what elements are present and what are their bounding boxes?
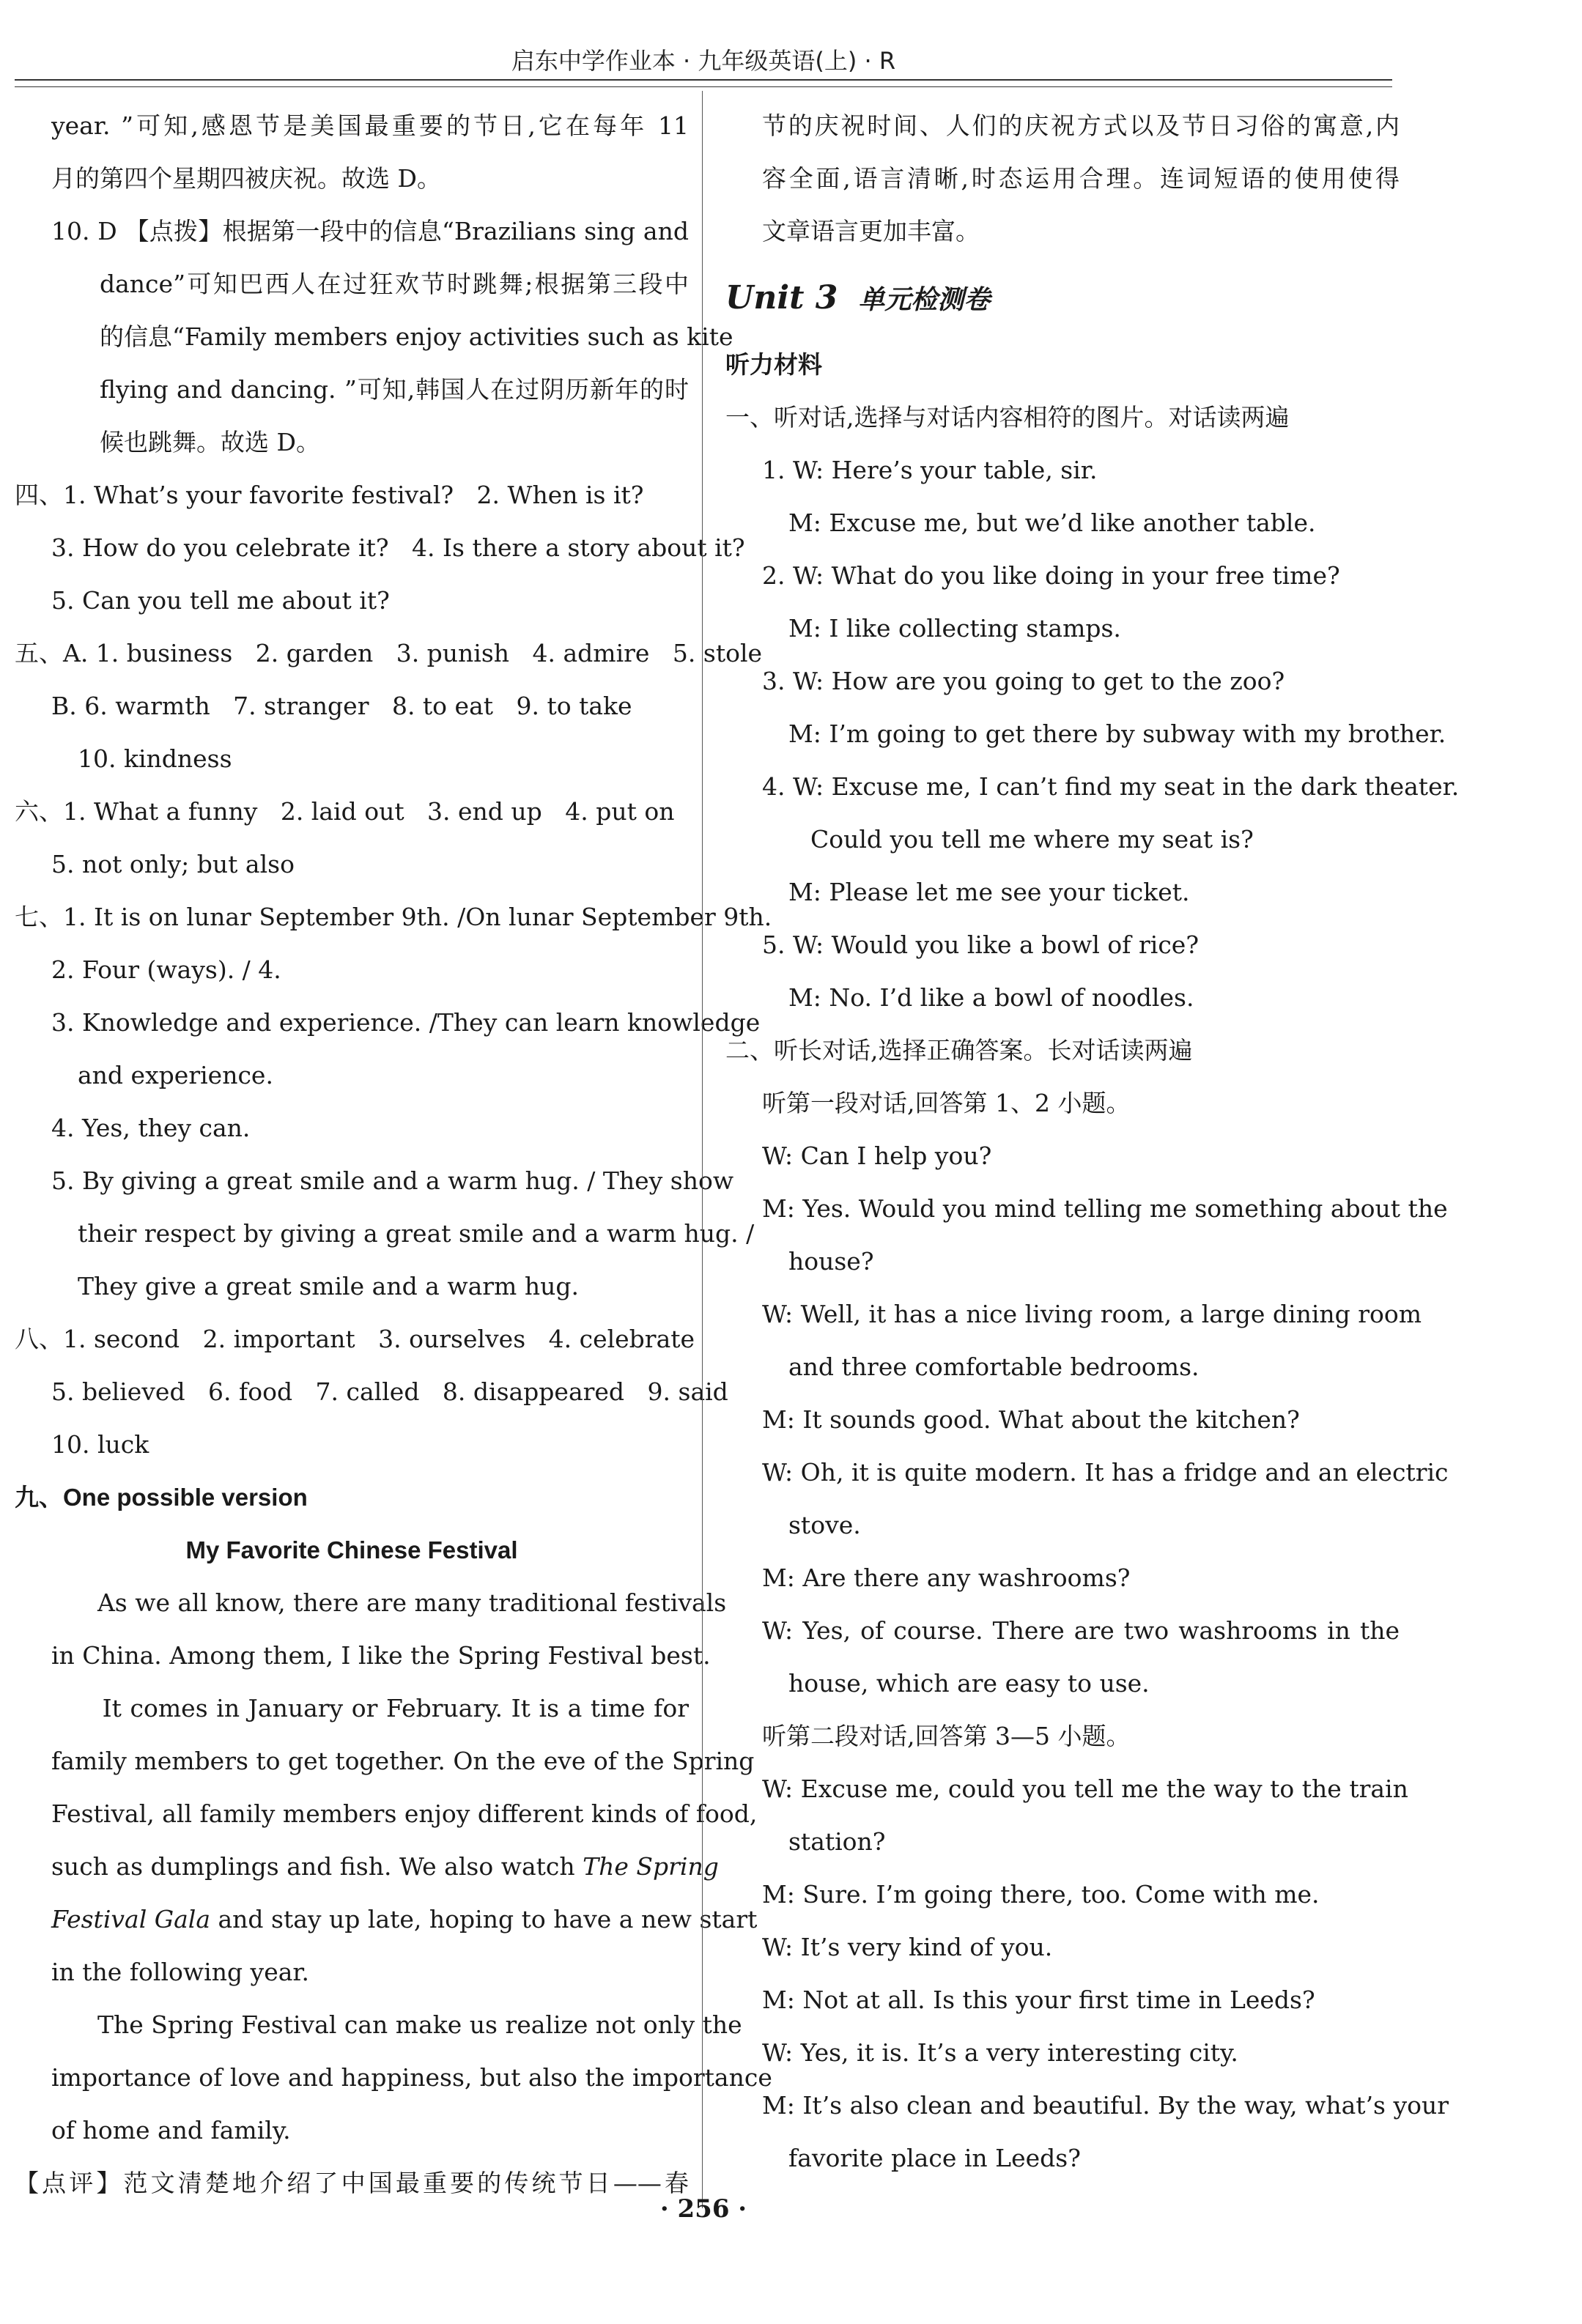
text-line: 二、听长对话,选择正确答案。长对话读两遍: [725, 1036, 1193, 1065]
text-line: year. ”可知,感恩节是美国最重要的节日,它在每年 11: [51, 111, 689, 140]
text-line: stove.: [788, 1511, 861, 1539]
text-line: 四、1. What’s your favorite festival? 2. When is it?: [15, 481, 644, 509]
header-rule: [15, 79, 1392, 81]
text-line: 月的第四个星期四被庆祝。故选 D。: [51, 164, 441, 193]
text-line: M: It sounds good. What about the kitchen?: [762, 1405, 1300, 1434]
listening-material: [725, 338, 1460, 2185]
text-line: 1. W: Here’s your table, sir.: [762, 456, 1098, 484]
right-column: [725, 100, 1460, 2185]
unit-title: Unit 3: [725, 279, 838, 317]
text-line: M: I’m going to get there by subway with my brother.: [788, 719, 1446, 748]
text-line: As we all know, there are many traditional festivals: [51, 1588, 727, 1617]
text-line: dance”可知巴西人在过狂欢节时跳舞;根据第三段中: [100, 270, 689, 298]
text-line: 的信息“Family members enjoy activities such as kite: [100, 322, 733, 351]
text-line: 3. How do you celebrate it? 4. Is there a story about it?: [51, 533, 745, 562]
text-line: 5. believed 6. food 7. called 8. disappeared 9. said: [51, 1377, 728, 1406]
text-line: house?: [788, 1247, 874, 1276]
text-line: station?: [788, 1827, 886, 1856]
unit-heading: [725, 258, 1400, 338]
text-line: 5. not only; but also: [51, 850, 295, 878]
text-line: 节的庆祝时间、人们的庆祝方式以及节日习俗的寓意,内: [762, 111, 1400, 140]
text-line: 听第二段对话,回答第 3—5 小题。: [762, 1722, 1131, 1750]
text-line: 10. D 【点拨】根据第一段中的信息“Brazilians sing and: [51, 217, 689, 245]
text-line: and experience.: [78, 1061, 273, 1089]
text-line: W: Excuse me, could you tell me the way to the train: [762, 1775, 1408, 1803]
text-line: My Favorite Chinese Festival: [185, 1536, 518, 1563]
text-line: The Spring Festival can make us realize not only the: [51, 2010, 742, 2039]
text-line: 4. Yes, they can.: [51, 1114, 251, 1142]
text-line: 六、1. What a funny 2. laid out 3. end up 4. put on: [15, 797, 675, 826]
text-line: 五、A. 1. business 2. garden 3. punish 4. admire 5. stole: [15, 639, 763, 667]
text-line: Festival Gala and stay up late, hoping to have a new start: [51, 1905, 758, 1933]
text-line: M: Not at all. Is this your first time in Leeds?: [762, 1986, 1315, 2014]
text-line: 3. Knowledge and experience. /They can learn knowledge: [51, 1008, 761, 1037]
text-line: 听第一段对话,回答第 1、2 小题。: [762, 1089, 1131, 1117]
text-line: 容全面,语言清晰,时态运用合理。连词短语的使用使得: [762, 164, 1400, 193]
text-line: M: No. I’d like a bowl of noodles.: [788, 983, 1194, 1012]
text-line: They give a great smile and a warm hug.: [78, 1272, 579, 1300]
text-line: 七、1. It is on lunar September 9th. /On lunar September 9th.: [15, 903, 772, 931]
text-line: W: It’s very kind of you.: [762, 1933, 1053, 1961]
text-line: M: Please let me see your ticket.: [788, 878, 1190, 906]
text-line: flying and dancing. ”可知,韩国人在过阴历新年的时: [100, 375, 689, 404]
text-line: W: Can I help you?: [762, 1141, 992, 1170]
column-divider: [702, 91, 703, 2208]
text-line: 九、One possible version: [15, 1484, 308, 1511]
text-line: Could you tell me where my seat is?: [810, 825, 1254, 854]
text-line: and three comfortable bedrooms.: [788, 1352, 1200, 1381]
text-line: importance of love and happiness, but also the importance: [51, 2063, 772, 2092]
text-line: 2. Four (ways). / 4.: [51, 955, 281, 984]
text-line: family members to get together. On the eve of the Spring: [51, 1747, 755, 1775]
text-line: their respect by giving a great smile and a warm hug. /: [78, 1219, 755, 1248]
text-line: 候也跳舞。故选 D。: [100, 428, 320, 456]
text-line: M: It’s also clean and beautiful. By the way, what’s your: [762, 2091, 1449, 2120]
text-line: 4. W: Excuse me, I can’t find my seat in the dark theater.: [762, 772, 1460, 801]
text-line: W: Yes, of course. There are two washrooms in the: [762, 1616, 1400, 1645]
text-line: It comes in January or February. It is a time for: [51, 1694, 689, 1722]
text-line: 10. luck: [51, 1430, 149, 1459]
text-line: 听力材料: [725, 351, 822, 378]
text-line: B. 6. warmth 7. stranger 8. to eat 9. to take: [51, 692, 632, 720]
text-line: in the following year.: [51, 1958, 310, 1986]
text-line: W: Well, it has a nice living room, a large dining room: [762, 1300, 1422, 1328]
text-line: 文章语言更加丰富。: [762, 217, 980, 245]
text-line: M: I like collecting stamps.: [788, 614, 1121, 643]
text-line: in China. Among them, I like the Spring Festival best.: [51, 1641, 711, 1670]
text-line: such as dumplings and fish. We also watch The Spring: [51, 1852, 719, 1881]
header-rule-thin: [15, 86, 1392, 87]
text-line: 【点评】范文清楚地介绍了中国最重要的传统节日——春: [15, 2169, 689, 2197]
text-line: 2. W: What do you like doing in your free time?: [762, 561, 1340, 590]
right-top-text: [725, 100, 1400, 258]
unit-subtitle: 单元检测卷: [858, 284, 991, 315]
text-line: M: Sure. I’m going there, too. Come with me.: [762, 1880, 1320, 1909]
text-line: Festival, all family members enjoy different kinds of food,: [51, 1799, 758, 1828]
text-line: 5. By giving a great smile and a warm hug. / They show: [51, 1166, 734, 1195]
text-line: 5. Can you tell me about it?: [51, 586, 390, 615]
text-line: favorite place in Leeds?: [788, 2144, 1081, 2172]
text-line: 5. W: Would you like a bowl of rice?: [762, 930, 1200, 959]
page-number: · 256 ·: [659, 2194, 747, 2224]
text-line: M: Are there any washrooms?: [762, 1563, 1131, 1592]
text-line: M: Excuse me, but we’d like another table.: [788, 508, 1316, 537]
text-line: 一、听对话,选择与对话内容相符的图片。对话读两遍: [725, 403, 1290, 432]
text-line: M: Yes. Would you mind telling me something about the: [762, 1194, 1448, 1223]
text-line: 八、1. second 2. important 3. ourselves 4. celebrate: [15, 1325, 695, 1353]
text-line: 10. kindness: [78, 744, 232, 773]
page-header: 启东中学作业本 · 九年级英语(上) · R: [511, 47, 896, 75]
text-line: W: Oh, it is quite modern. It has a fridge and an electric: [762, 1458, 1449, 1487]
text-line: 3. W: How are you going to get to the zoo?: [762, 667, 1285, 695]
text-line: house, which are easy to use.: [788, 1669, 1150, 1698]
text-line: of home and family.: [51, 2116, 291, 2144]
text-line: W: Yes, it is. It’s a very interesting city.: [762, 2038, 1238, 2067]
